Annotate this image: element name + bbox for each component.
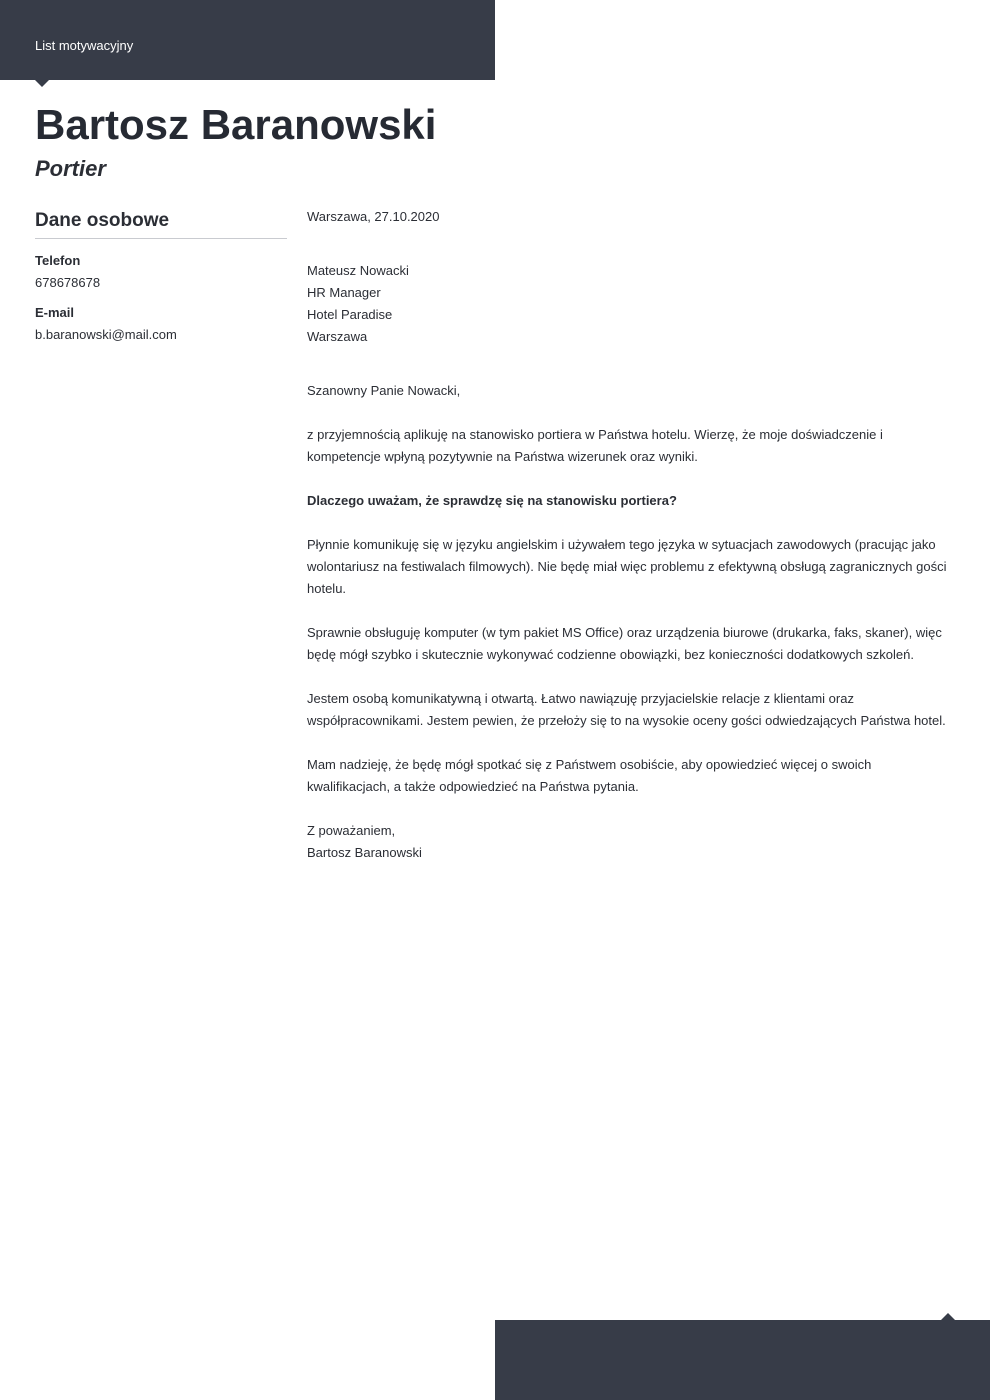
document-type-label: List motywacyjny — [35, 38, 134, 53]
salutation: Szanowny Panie Nowacki, — [307, 383, 461, 398]
paragraph-communication: Jestem osobą komunikatywną i otwartą. Łatwo nawiązuję przyjacielskie relacje z klientami oraz współpracownikami. Jestem pewien, że przełoży się to na wysokie oceny gości odwiedzających Państwa hotel. — [307, 691, 946, 728]
intro-paragraph: z przyjemnością aplikuję na stanowisko portiera w Państwa hotelu. Wierzę, że moje doświadczenie i kompetencje wpłyną pozytywnie na Państwa wizerunek oraz wyniki. — [307, 427, 883, 464]
footer-band — [495, 1320, 990, 1400]
email-label: E-mail — [35, 305, 75, 320]
paragraph-language: Płynnie komunikuję się w języku angielskim i używałem tego języka w sytuacjach zawodowych (pracując jako wolontariusz na festiwalach filmowych). Nie będę miał więc problemu z efektywną obsługą zagranicznych gości hotelu. — [307, 537, 947, 596]
place-date: Warszawa, 27.10.2020 — [307, 209, 440, 224]
recipient-name: Mateusz Nowacki — [307, 263, 409, 278]
recipient-block — [307, 260, 955, 348]
recipient-city: Warszawa — [307, 329, 368, 344]
personal-details-heading: Dane osobowe — [35, 209, 287, 239]
closing-paragraph: Mam nadzieję, że będę mógł spotkać się z Państwem osobiście, aby opowiedzieć więcej o swoich kwalifikacjach, a także odpowiedzieć na Państwa pytania. — [307, 757, 872, 794]
question-heading: Dlaczego uważam, że sprawdzę się na stanowisku portiera? — [307, 493, 677, 508]
letter-body — [307, 206, 955, 864]
paragraph-computer: Sprawnie obsługuję komputer (w tym pakiet MS Office) oraz urządzenia biurowe (drukarka, faks, skaner), więc będę mógł szybko i skutecznie wykonywać codzienne obowiązki, bez konieczności dodatkowych szkoleń. — [307, 625, 942, 662]
signature: Bartosz Baranowski — [307, 845, 422, 860]
recipient-position: HR Manager — [307, 285, 381, 300]
email-value: b.baranowski@mail.com — [35, 327, 177, 342]
personal-details-sidebar — [35, 209, 287, 343]
phone-value: 678678678 — [35, 275, 101, 290]
recipient-company: Hotel Paradise — [307, 307, 393, 322]
job-title: Portier — [35, 156, 106, 181]
header-notch — [35, 80, 49, 87]
footer-notch — [941, 1313, 955, 1320]
person-name: Bartosz Baranowski — [35, 101, 437, 148]
header-band — [0, 0, 495, 80]
sign-off: Z poważaniem, — [307, 823, 396, 838]
phone-label: Telefon — [35, 253, 81, 268]
